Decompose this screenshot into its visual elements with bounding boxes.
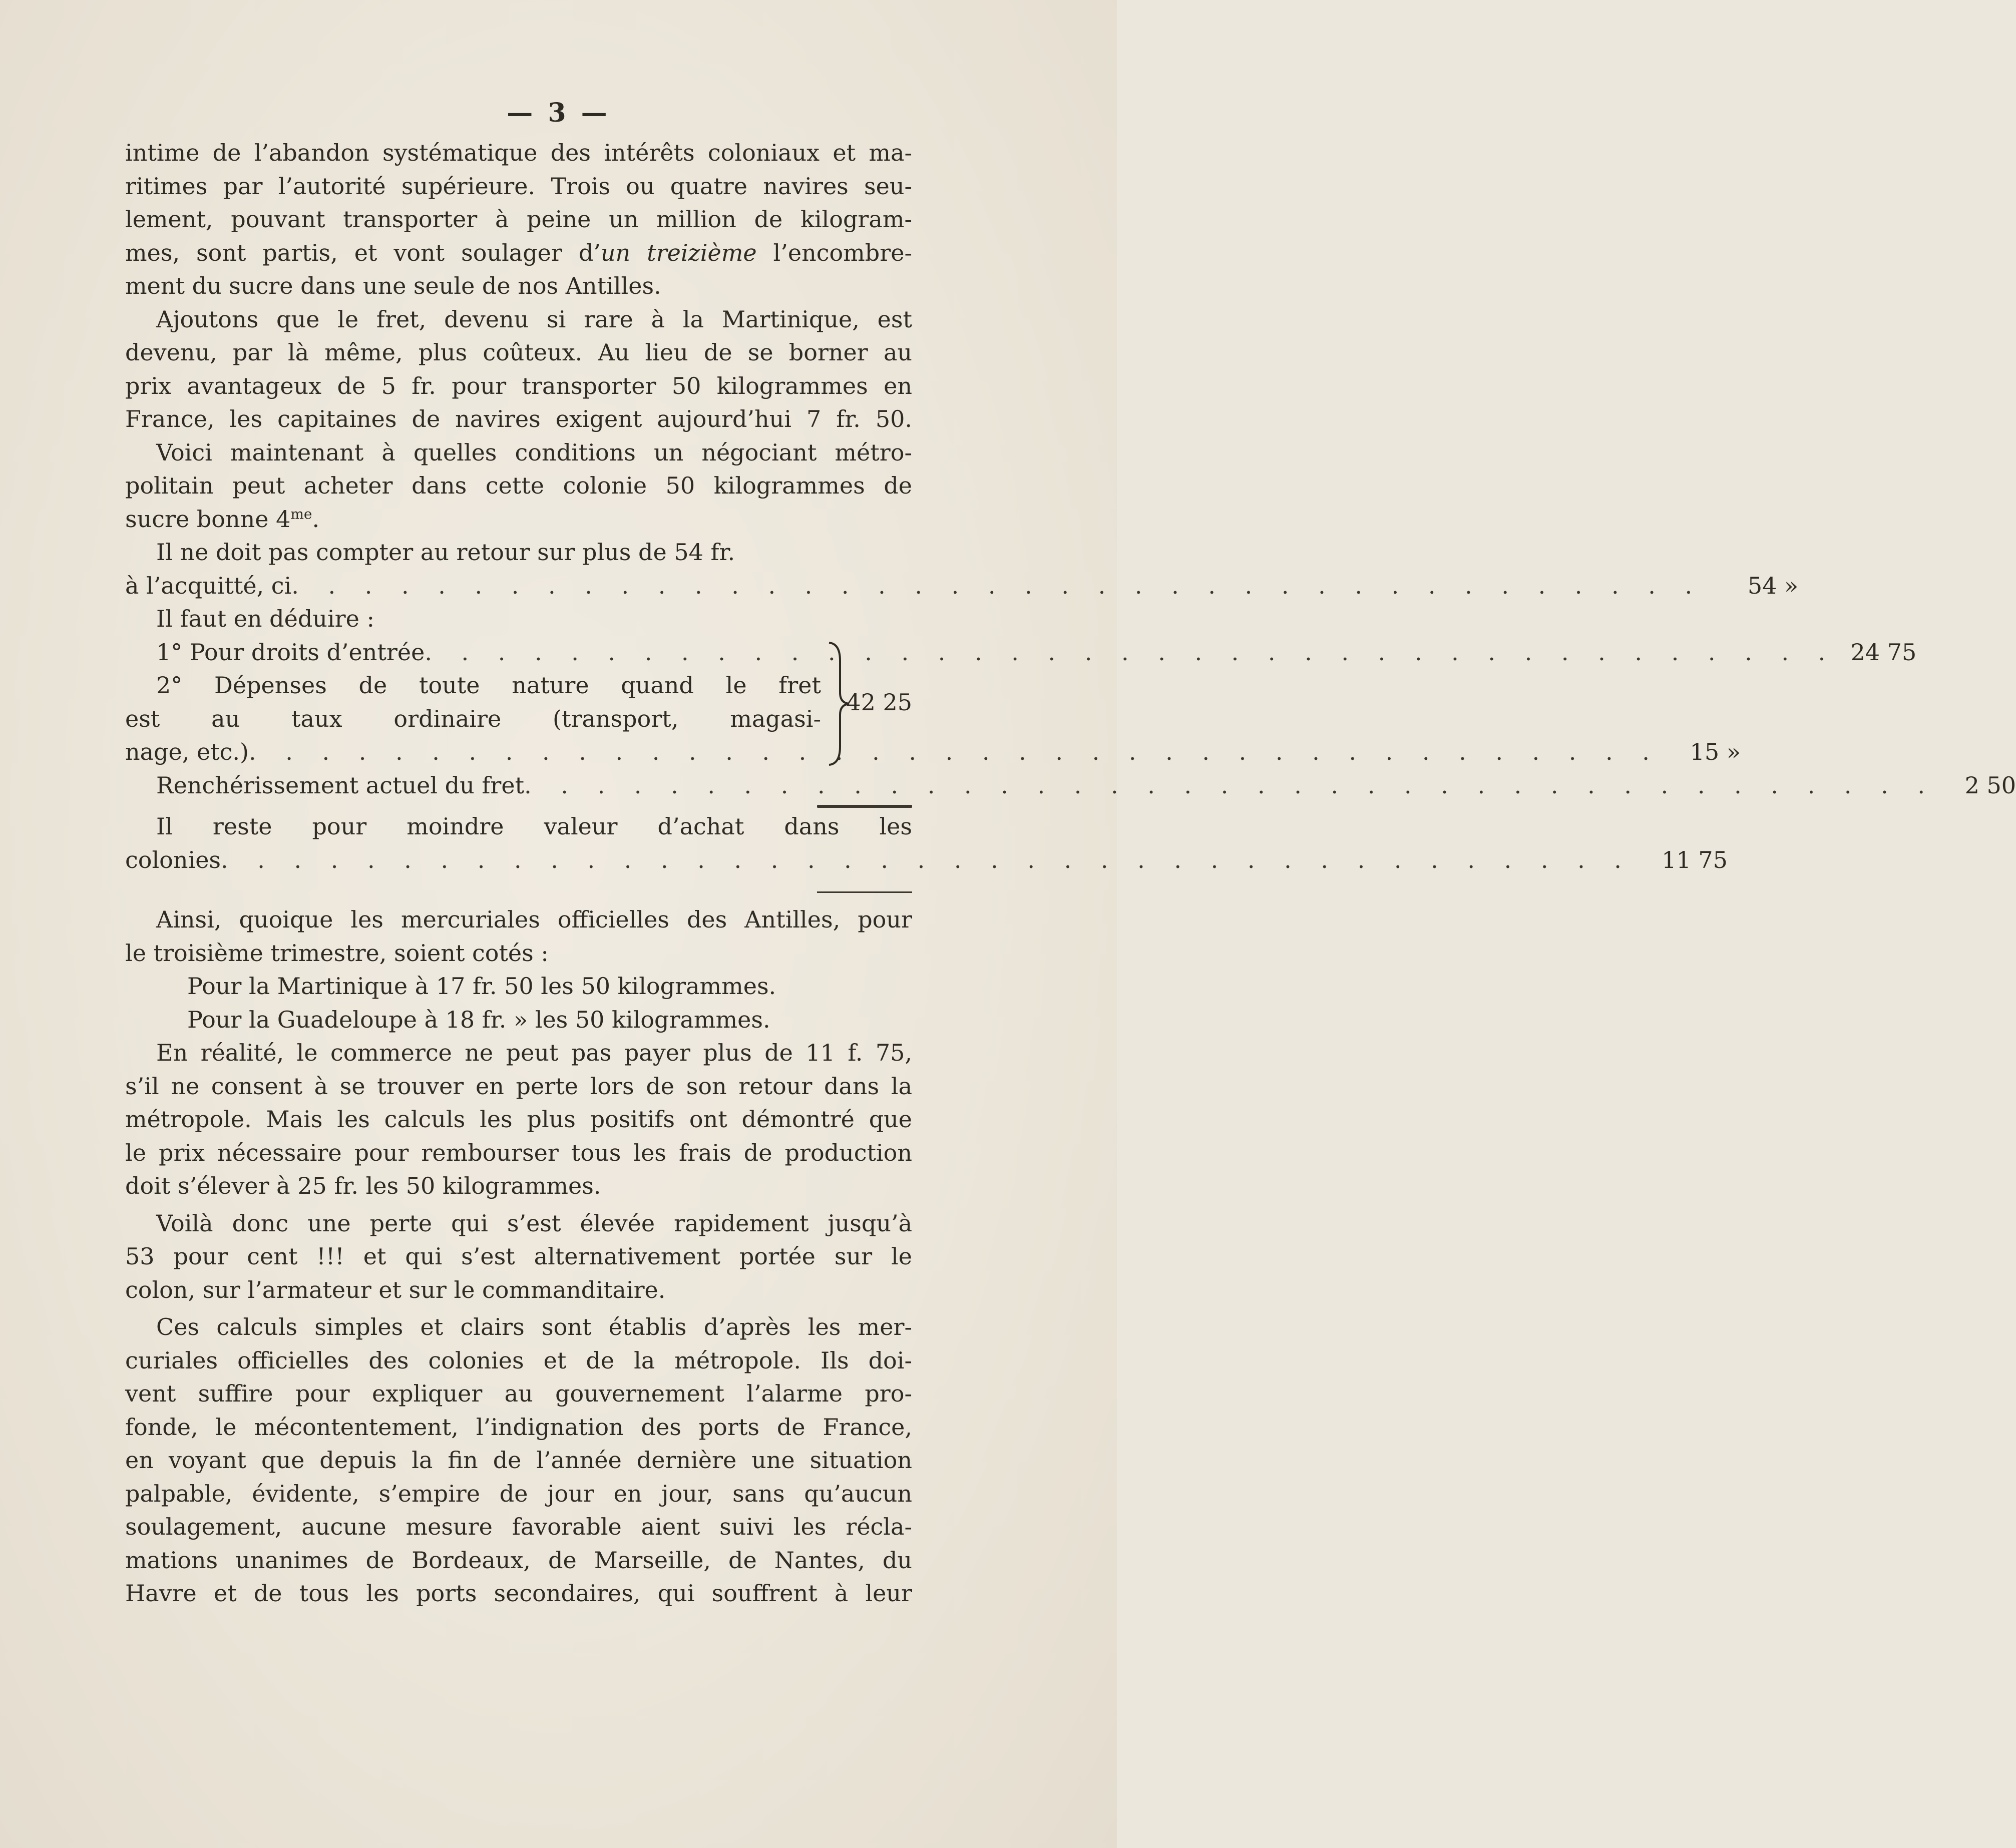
row-label: à l’acquitté, ci	[125, 572, 292, 599]
text-fragment: .	[312, 505, 320, 533]
text-fragment: mes, sont partis, et vont soulager d’	[125, 239, 601, 266]
price-guadeloupe: Pour la Guadeloupe à 18 fr. » les 50 kilogrammes.	[187, 1006, 770, 1033]
text-line: palpable, évidente, s’empire de jour en jour, sans qu’aucun	[125, 1480, 912, 1507]
row-label: colonies	[125, 846, 221, 873]
result-rule	[817, 891, 912, 893]
text-line: 53 pour cent !!! et qui s’est alternativement portée sur le	[125, 1243, 912, 1270]
paragraph-2	[125, 303, 912, 436]
row-amount: 15 »	[1690, 738, 1741, 765]
text-line: Il ne doit pas compter au retour sur plus de 54 fr.	[156, 539, 735, 566]
text-fragment: sucre bonne 4	[125, 505, 291, 533]
paragraph-7	[125, 1207, 912, 1307]
row-label: 1° Pour droits d’entrée	[156, 638, 425, 666]
text-line: le prix nécessaire pour rembourser tous les frais de production	[125, 1139, 912, 1166]
dot-leader: . . . . . . . . . . . . . . . . . . . . . . . . . . . . . . . . . . . . . . .	[221, 846, 1633, 873]
text-line: Ajoutons que le fret, devenu si rare à la Martinique, est	[156, 305, 912, 333]
row-label: nage, etc.)	[125, 738, 249, 765]
italic-fragment: un treizième	[600, 239, 757, 266]
text-line: mations unanimes de Bordeaux, de Marseille, de Nantes, du	[125, 1546, 912, 1574]
text-line: en voyant que depuis la fin de l’année dernière une situation	[125, 1447, 912, 1474]
text-line: Voici maintenant à quelles conditions un négociant métro-	[156, 438, 912, 466]
text-line: métropole. Mais les calculs les plus positifs ont démontré que	[125, 1106, 912, 1133]
row-label: Renchérissement actuel du fret	[156, 771, 525, 799]
text-line: ritimes par l’autorité supérieure. Trois ou quatre navires seu-	[125, 172, 912, 200]
sum-rule	[817, 805, 912, 808]
row-amount: 24 75	[1850, 638, 1917, 666]
text-line: France, les capitaines de navires exigent aujourd’hui 7 fr. 50.	[125, 405, 912, 432]
text-fragment: l’encombre-	[756, 239, 912, 266]
text-line: Voilà donc une perte qui s’est élevée rapidement jusqu’à	[156, 1209, 912, 1237]
total-deductions: 42 25	[846, 688, 912, 716]
text-line: politain peut acheter dans cette colonie 50 kilogrammes de	[125, 472, 912, 499]
price-row	[125, 569, 1799, 603]
calculation	[125, 602, 2016, 893]
remainder-row	[125, 843, 1728, 877]
text-line: prix avantageux de 5 fr. pour transporter 50 kilogrammes en	[125, 372, 912, 399]
paragraph-4	[125, 536, 1799, 602]
deduction-item-3	[125, 769, 2016, 802]
dot-leader: . . . . . . . . . . . . . . . . . . . . . . . . . . . . . . . . . . . . . . .	[291, 572, 1704, 599]
text-line: Ainsi, quoique les mercuriales officielles des Antilles, pour	[156, 906, 912, 933]
text-line: soulagement, aucune mesure favorable aient suivi les récla-	[125, 1513, 912, 1540]
text-line: curiales officielles des colonies et de la métropole. Ils doi-	[125, 1346, 912, 1374]
text-line: En réalité, le commerce ne peut pas payer plus de 11 f. 75,	[156, 1039, 912, 1066]
text-line: colon, sur l’armateur et sur le commanditaire.	[125, 1276, 666, 1303]
deduction-item-2	[125, 735, 1741, 769]
dot-leader: . . . . . . . . . . . . . . . . . . . . . . . . . . . . . . . . . . . . . . .	[524, 771, 1936, 799]
text-line	[125, 503, 912, 536]
paragraph-8	[125, 1310, 912, 1610]
text-line: le troisième trimestre, soient cotés :	[125, 939, 549, 967]
price-martinique: Pour la Martinique à 17 fr. 50 les 50 kilogrammes.	[187, 973, 776, 1000]
text-line: vent suffire pour expliquer au gouvernement l’alarme pro-	[125, 1380, 912, 1407]
text-line: est au taux ordinaire (transport, magasi-	[125, 705, 821, 732]
body-text	[125, 136, 2016, 1610]
text-line: lement, pouvant transporter à peine un million de kilogram-	[125, 206, 912, 233]
text-line: ment du sucre dans une seule de nos Antilles.	[125, 272, 661, 299]
deduction-item-1	[125, 636, 1917, 669]
row-amount: 54 »	[1747, 572, 1799, 599]
text-line: 2° Dépenses de toute nature quand le fret	[156, 672, 821, 699]
text-line: intime de l’abandon systématique des intérêts coloniaux et ma-	[125, 139, 912, 166]
text-line: devenu, par là même, plus coûteux. Au lieu de se borner au	[125, 339, 912, 366]
deductions-block	[125, 636, 2016, 802]
paragraph-6	[125, 1036, 912, 1203]
page-number: — 3 —	[507, 98, 610, 128]
row-amount: 11 75	[1662, 846, 1728, 873]
dot-leader: . . . . . . . . . . . . . . . . . . . . . . . . . . . . . . . . . . . . . . .	[249, 738, 1661, 765]
text-line: Havre et de tous les ports secondaires, qui souffrent à leur	[125, 1580, 912, 1607]
paragraph-5	[125, 903, 912, 1036]
text-line: doit s’élever à 25 fr. les 50 kilogrammes.	[125, 1172, 601, 1199]
superscript: me	[290, 506, 312, 523]
paragraph-1	[125, 136, 912, 303]
text-line: Ces calculs simples et clairs sont établis d’après les mer-	[156, 1313, 912, 1340]
text-line: s’il ne consent à se trouver en perte lors de son retour dans la	[125, 1072, 912, 1100]
text-line: fonde, le mécontentement, l’indignation des ports de France,	[125, 1413, 912, 1441]
paragraph-3	[125, 436, 912, 536]
text-line	[125, 236, 912, 270]
dot-leader: . . . . . . . . . . . . . . . . . . . . . . . . . . . . . . . . . . . . . . .	[425, 638, 1837, 666]
row-amount: 2 50	[1964, 771, 2016, 799]
deduct-intro: Il faut en déduire :	[156, 605, 374, 632]
text-line: Il reste pour moindre valeur d’achat dans les	[156, 813, 912, 840]
